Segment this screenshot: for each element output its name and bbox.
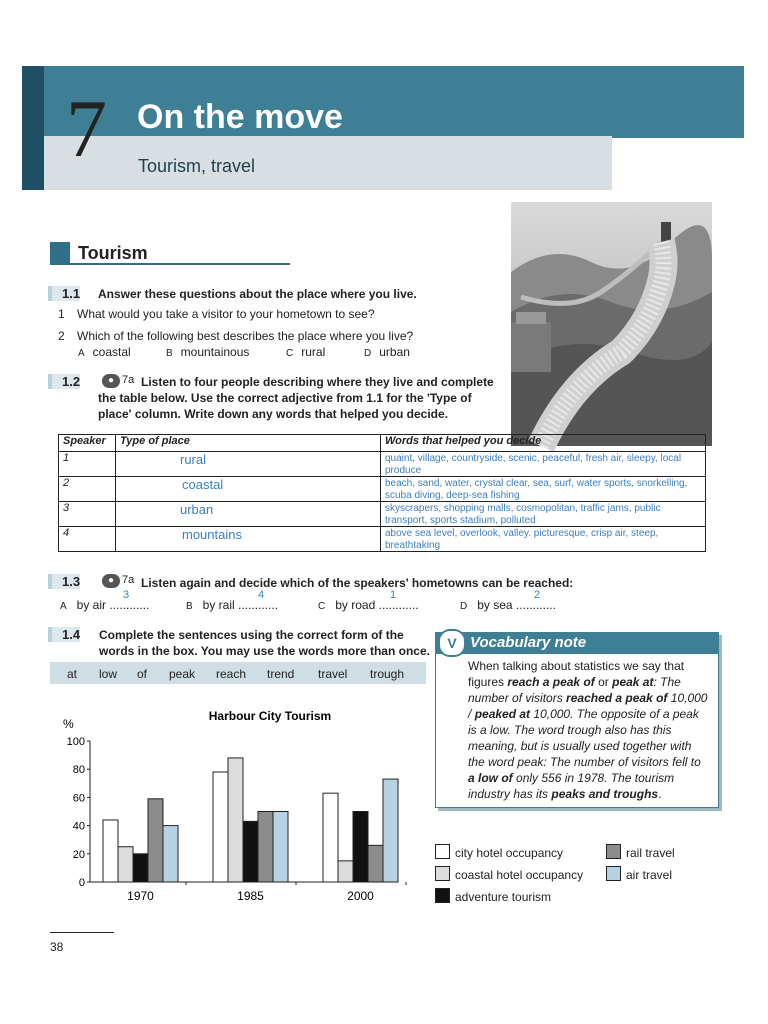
bar bbox=[103, 820, 118, 882]
x-tick-label: 1985 bbox=[237, 889, 264, 903]
word-box-item: travel bbox=[318, 667, 348, 681]
speaker-cell: 2 bbox=[59, 477, 116, 502]
chapter-title: On the move bbox=[137, 98, 343, 136]
bar bbox=[228, 758, 243, 882]
word-box-item: trough bbox=[370, 667, 405, 681]
table-row bbox=[59, 502, 706, 527]
exercise-1-4-instruction-line1: Complete the sentences using the correct form of the bbox=[99, 628, 404, 642]
legend-label: coastal hotel occupancy bbox=[455, 868, 584, 882]
option-a: A coastal bbox=[78, 345, 131, 359]
reach-item-d: D by sea ............ bbox=[460, 598, 556, 612]
header-accent bbox=[22, 66, 44, 190]
footer-rule bbox=[50, 932, 114, 933]
question-number: 1 bbox=[58, 307, 65, 321]
section-title: Tourism bbox=[78, 243, 148, 263]
track-number: 7a bbox=[122, 374, 135, 386]
option-b: B mountainous bbox=[166, 345, 250, 359]
legend-label: air travel bbox=[626, 868, 673, 882]
exercise-1-1-instruction: Answer these questions about the place where you live. bbox=[98, 287, 417, 301]
question-1: What would you take a visitor to your hometown to see? bbox=[77, 307, 375, 321]
exercise-1-2-instruction-line1: Listen to four people describing where they live and complete bbox=[141, 375, 494, 389]
words-cell[interactable] bbox=[381, 477, 706, 502]
table-row bbox=[59, 477, 706, 502]
bar bbox=[338, 861, 353, 882]
bar bbox=[118, 847, 133, 882]
exercise-1-4-instruction-line2: words in the box. You may use the words more than once. bbox=[99, 644, 430, 658]
chart-bars bbox=[103, 758, 398, 882]
bar bbox=[133, 854, 148, 882]
words-cell[interactable] bbox=[381, 527, 706, 552]
speaker-cell: 1 bbox=[59, 452, 116, 477]
exercise-1-2-instruction-line3: place' column. Write down any words that helped you decide. bbox=[98, 407, 449, 421]
y-tick-label: 0 bbox=[78, 877, 85, 889]
great-wall-photo bbox=[511, 202, 712, 446]
bar bbox=[258, 812, 273, 883]
chart-title: Harbour City Tourism bbox=[208, 709, 332, 723]
bar bbox=[163, 826, 178, 882]
legend-label: rail travel bbox=[626, 846, 675, 860]
question-number: 2 bbox=[58, 329, 65, 343]
bar bbox=[243, 821, 258, 882]
bar bbox=[323, 793, 338, 882]
legend-label: city hotel occupancy bbox=[455, 846, 564, 860]
chapter-number: 7 bbox=[66, 83, 107, 174]
vocabulary-note-title: Vocabulary note bbox=[470, 634, 587, 651]
vocabulary-icon: V bbox=[438, 629, 466, 657]
y-axis-label: % bbox=[63, 717, 74, 731]
y-tick-label: 100 bbox=[66, 736, 85, 748]
header-words: Words that helped you decide bbox=[381, 435, 706, 452]
answer-table bbox=[58, 434, 706, 552]
y-tick-label: 20 bbox=[72, 848, 85, 861]
reach-item-b: B by rail ............ bbox=[186, 598, 279, 612]
header-band bbox=[22, 66, 744, 138]
tourism-bar-chart bbox=[48, 700, 374, 910]
words-answer: quaint, village, countryside, scenic, peaceful, fresh air, sleepy, local produce bbox=[385, 453, 682, 476]
words-answer: above sea level, overlook, valley. picturesque, crisp air, steep, breathtaking bbox=[385, 528, 659, 551]
exercise-number-1-3: 1.3 bbox=[48, 574, 80, 589]
table-row bbox=[59, 527, 706, 552]
answer-d: 2 bbox=[534, 589, 541, 601]
y-tick-label: 60 bbox=[72, 792, 85, 805]
place-answer: coastal bbox=[182, 477, 224, 492]
x-tick-label: 2000 bbox=[347, 889, 374, 903]
words-cell[interactable] bbox=[381, 502, 706, 527]
place-cell[interactable] bbox=[116, 477, 381, 502]
bar bbox=[273, 812, 288, 883]
header-speaker: Speaker bbox=[59, 435, 116, 452]
chapter-subtitle: Tourism, travel bbox=[138, 156, 256, 176]
legend-swatch bbox=[606, 866, 621, 881]
question-2: Which of the following best describes the place where you live? bbox=[77, 329, 414, 343]
word-box-item: reach bbox=[216, 667, 247, 681]
speaker-cell: 4 bbox=[59, 527, 116, 552]
legend-label: adventure tourism bbox=[455, 890, 552, 904]
bar bbox=[383, 779, 398, 882]
place-answer: mountains bbox=[182, 527, 242, 542]
word-box-item: low bbox=[99, 667, 118, 681]
answer-b: 4 bbox=[258, 589, 265, 601]
page-number: 38 bbox=[50, 940, 64, 954]
speaker-cell: 3 bbox=[59, 502, 116, 527]
track-number: 7a bbox=[122, 574, 135, 586]
legend-swatch bbox=[606, 844, 621, 859]
legend-swatch bbox=[435, 844, 450, 859]
answer-c: 1 bbox=[390, 589, 397, 601]
y-tick-label: 40 bbox=[72, 820, 85, 833]
reach-item-c: C by road ............ bbox=[318, 598, 419, 612]
exercise-number-1-4: 1.4 bbox=[48, 627, 80, 642]
subtitle-band bbox=[44, 136, 612, 190]
section-marker bbox=[50, 242, 70, 263]
bar bbox=[368, 845, 383, 882]
vocabulary-note-text: When talking about statistics we say that figures reach a peak of or peak at: The number of visitors reached a peak of 10,000 / peaked at 10,000. The opposite of a peak is a low. The word trough also has this meaning, but is usually used together with the word peak: The number of visitors fell to a low of only 556 in 1978. The tourism industry has its peaks and troughs. bbox=[468, 659, 708, 801]
place-answer: rural bbox=[180, 452, 207, 467]
word-box-item: at bbox=[67, 667, 78, 681]
exercise-1-3-instruction: Listen again and decide which of the speakers' hometowns can be reached: bbox=[141, 576, 574, 590]
y-tick-label: 80 bbox=[72, 764, 85, 777]
header-type-of-place: Type of place bbox=[116, 435, 381, 452]
x-tick-label: 1970 bbox=[127, 889, 154, 903]
table-row bbox=[59, 452, 706, 477]
place-answer: urban bbox=[180, 502, 214, 517]
place-cell[interactable] bbox=[116, 502, 381, 527]
words-answer: skyscrapers, shopping malls, cosmopolitan, traffic jams, public transport, sports stadium, polluted bbox=[385, 503, 661, 526]
exercise-number-1-1: 1.1 bbox=[48, 286, 80, 301]
words-answer: beach, sand, water, crystal clear, sea, surf, water sports, snorkelling, scuba diving, deep-sea fishing bbox=[385, 478, 688, 501]
legend-swatch bbox=[435, 888, 450, 903]
audio-icon[interactable]: ● bbox=[102, 574, 120, 588]
exercise-number-1-2: 1.2 bbox=[48, 374, 80, 389]
place-cell[interactable] bbox=[116, 527, 381, 552]
word-box-item: of bbox=[137, 667, 148, 681]
legend-swatch bbox=[435, 866, 450, 881]
reach-item-a: A by air ............ bbox=[60, 598, 150, 612]
word-box-item: peak bbox=[169, 667, 196, 681]
words-cell[interactable] bbox=[381, 452, 706, 477]
word-box-item: trend bbox=[267, 667, 295, 681]
table-header-row bbox=[59, 435, 706, 452]
exercise-1-2-instruction-line2: the table below. Use the correct adjective from 1.1 for the 'Type of bbox=[98, 391, 472, 405]
audio-icon[interactable]: ● bbox=[102, 374, 120, 388]
bar bbox=[213, 772, 228, 882]
option-c: C rural bbox=[286, 345, 326, 359]
place-cell[interactable] bbox=[116, 452, 381, 477]
answer-a: 3 bbox=[123, 589, 130, 601]
bar bbox=[353, 812, 368, 883]
bar bbox=[148, 799, 163, 882]
option-d: D urban bbox=[364, 345, 410, 359]
